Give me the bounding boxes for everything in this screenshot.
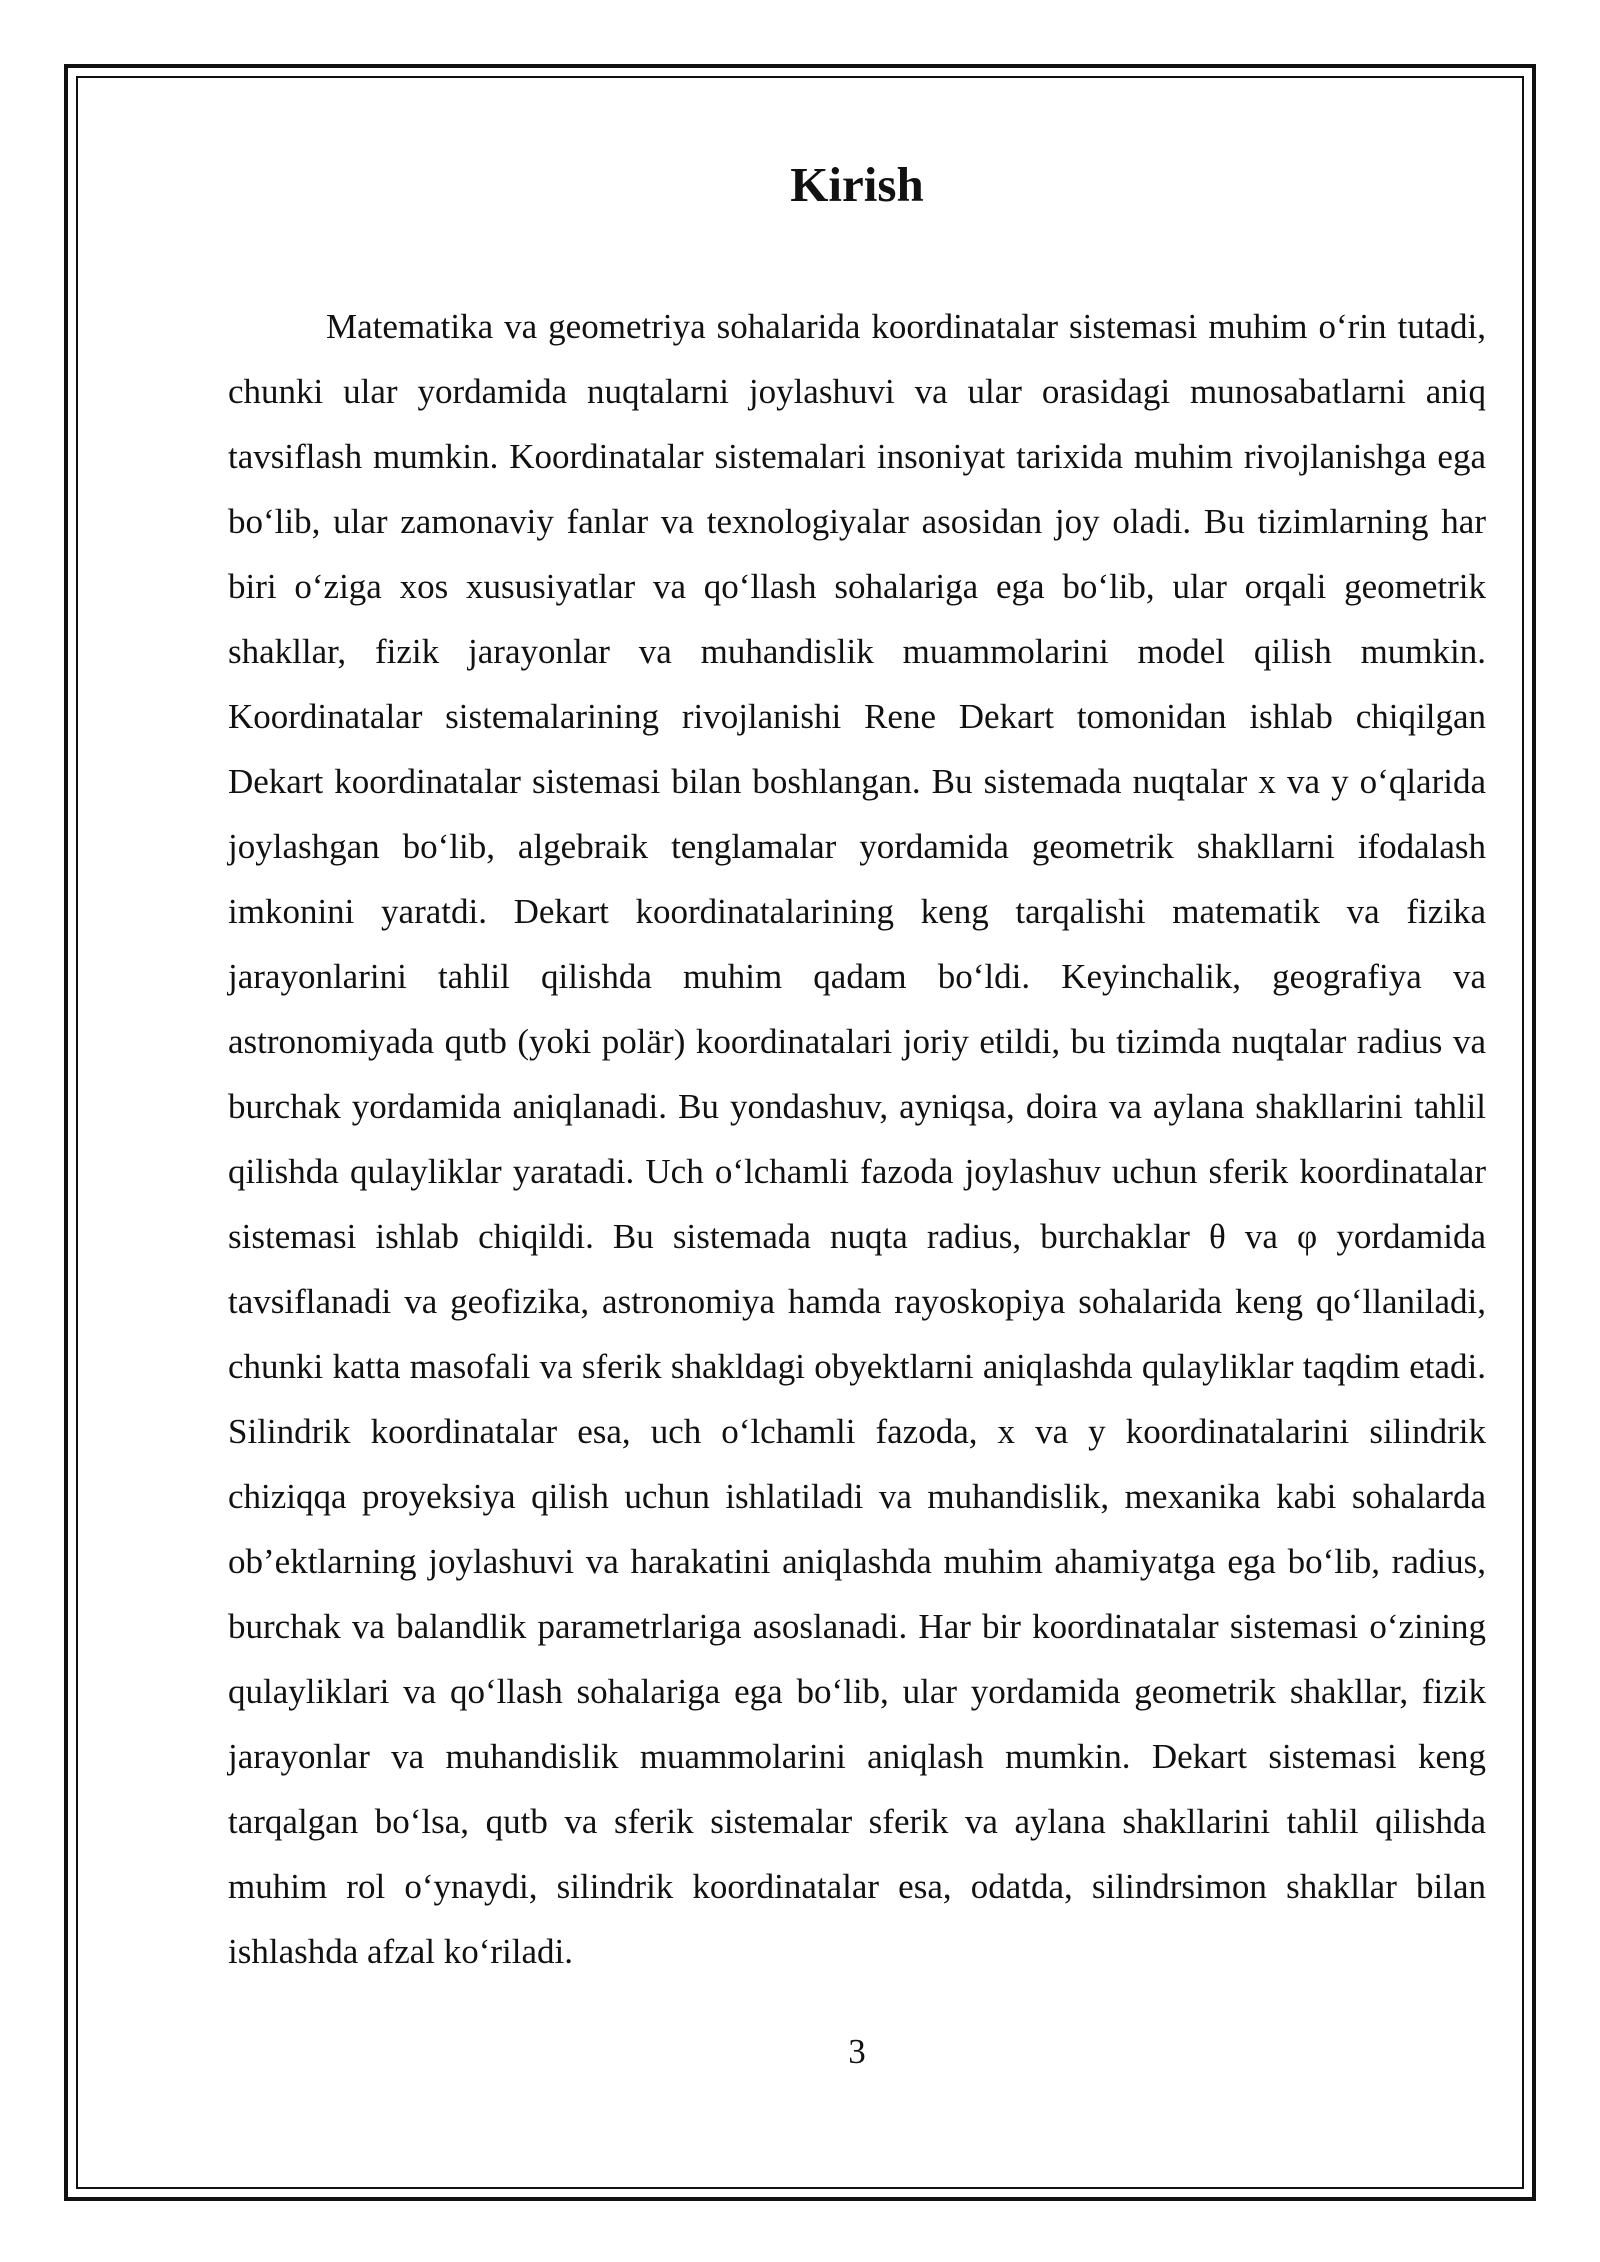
page-number: 3	[848, 2032, 866, 2071]
page-content	[228, 150, 1486, 1984]
page-title: Kirish	[790, 157, 924, 212]
body-paragraph: Matematika va geometriya sohalarida koordinatalar sistemasi muhim o‘rin tutadi, chunki ular yordamida nuqtalarni joylashuvi va ular orasidagi munosabatlarni aniq tavsiflash mumkin. Koordinatalar sistemalari insoniyat tarixida muhim rivojlanishga ega bo‘lib, ular zamonaviy fanlar va texnologiyalar asosidan joy oladi. Bu tizimlarning har biri o‘ziga xos xususiyatlar va qo‘llash sohalariga ega bo‘lib, ular orqali geometrik shakllar, fizik jarayonlar va muhandislik muammolarini model qilish mumkin. Koordinatalar sistemalarining rivojlanishi Rene Dekart tomonidan ishlab chiqilgan Dekart koordinatalar sistemasi bilan boshlangan. Bu sistemada nuqtalar x va y o‘qlarida joylashgan bo‘lib, algebraik tenglamalar yordamida geometrik shakllarni ifodalash imkonini yaratdi. Dekart koordinatalarining keng tarqalishi matematik va fizika jarayonlarini tahlil qilishda muhim qadam bo‘ldi. Keyinchalik, geografiya va astronomiyada qutb (yoki polär) koordinatalari joriy etildi, bu tizimda nuqtalar radius va burchak yordamida aniqlanadi. Bu yondashuv, ayniqsa, doira va aylana shakllarini tahlil qilishda qulayliklar yaratadi. Uch o‘lchamli fazoda joylashuv uchun sferik koordinatalar sistemasi ishlab chiqildi. Bu sistemada nuqta radius, burchaklar θ va φ yordamida tavsiflanadi va geofizika, astronomiya hamda rayoskopiya sohalarida keng qo‘llaniladi, chunki katta masofali va sferik shakldagi obyektlarni aniqlashda qulayliklar taqdim etadi. Silindrik koordinatalar esa, uch o‘lchamli fazoda, x va y koordinatalarini silindrik chiziqqa proyeksiya qilish uchun ishlatiladi va muhandislik, mexanika kabi sohalarda ob’ektlarning joylashuvi va harakatini aniqlashda muhim ahamiyatga ega bo‘lib, radius, burchak va balandlik parametrlariga asoslanadi. Har bir koordinatalar sistemasi o‘zining qulayliklari va qo‘llash sohalariga ega bo‘lib, ular yordamida geometrik shakllar, fizik jarayonlar va muhandislik muammolarini aniqlash mumkin. Dekart sistemasi keng tarqalgan bo‘lsa, qutb va sferik sistemalar sferik va aylana shakllarini tahlil qilishda muhim rol o‘ynaydi, silindrik koordinatalar esa, odatda, silindrsimon shakllar bilan ishlashda afzal ko‘riladi.	[228, 307, 1486, 1971]
